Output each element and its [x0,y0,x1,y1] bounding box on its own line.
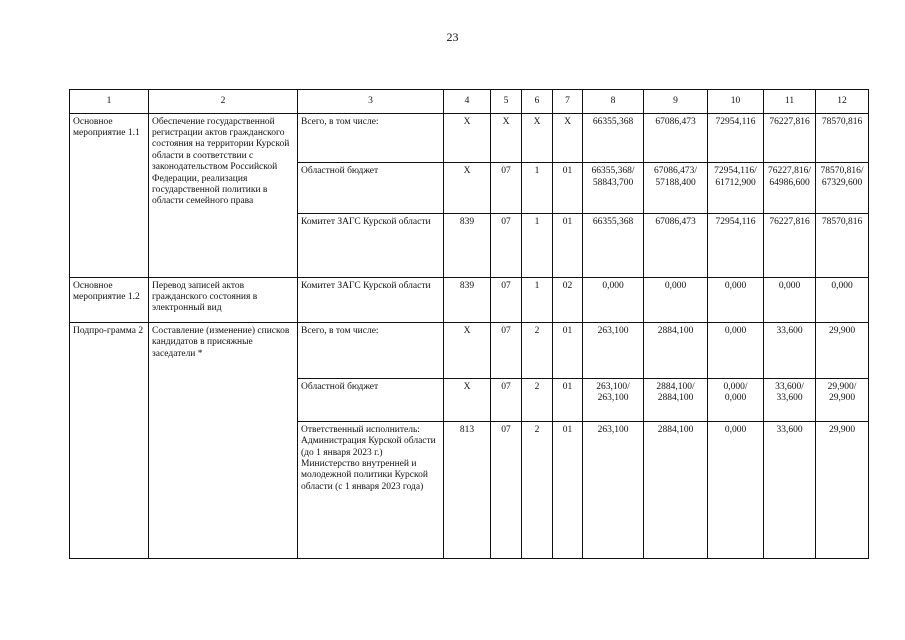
value-line: 76227,816/ [767,166,811,177]
value-cell [708,277,764,322]
value-line: 263,100 [597,424,629,435]
value-line: 2884,100 [657,424,694,435]
value-line: 263,100 [597,392,629,403]
col5-cell: Х [491,113,522,162]
col6-cell: Х [522,113,553,162]
value-cell [764,163,816,214]
col4-cell: Х [444,163,491,214]
col6-cell: 2 [522,421,553,558]
value-cell [644,277,708,322]
col4-cell: Х [444,322,491,378]
header-cell: 5 [491,90,522,114]
value-cell [816,163,869,214]
value-cell [583,277,644,322]
activity-code: Основное мероприятие 1.2 [70,277,149,322]
value-line: 72954,116 [715,116,756,127]
value-line: 33,600 [776,392,803,403]
col5-cell: 07 [491,213,522,277]
value-line: 67086,473 [655,116,696,127]
value-cell [583,421,644,558]
value-line: 66355,368 [592,216,634,227]
value-line: 66355,368/ [591,166,635,177]
col4-cell: 813 [444,421,491,558]
value-cell [708,421,764,558]
value-line: 0,000 [778,280,801,291]
col4-cell: 839 [444,277,491,322]
value-line: 67329,600 [821,177,863,188]
col4-cell: Х [444,378,491,421]
header-cell: 11 [764,90,816,114]
activity-name: Обеспечение государственной регистрации актов гражданского состояния на территории Курской области в соответствии с законодательством Российской Федерации, реализация государственной политики в области семейного права [149,113,298,277]
budget-table [69,89,869,559]
value-line: 64986,600 [769,177,810,188]
value-line: 29,900/ [827,381,857,392]
value-cell [644,421,708,558]
value-line: 33,600 [776,325,803,336]
col6-cell: 2 [522,378,553,421]
value-cell [764,378,816,421]
value-cell [816,113,869,162]
executor-cell: Всего, в том числе: [298,113,444,162]
value-line: 67086,473/ [653,166,697,177]
value-line: 58843,700 [592,177,634,188]
executor-cell: Областной бюджет [298,163,444,214]
value-cell [764,277,816,322]
activity-code: Подпро-грамма 2 [70,322,149,558]
col6-cell: 2 [522,322,553,378]
value-line: 263,100/ [596,381,630,392]
col7-cell: 01 [553,421,583,558]
header-cell: 6 [522,90,553,114]
value-line: 0,000 [724,280,747,291]
value-cell [816,421,869,558]
value-line: 29,900 [828,424,856,435]
value-line: 29,900 [828,392,856,403]
header-cell: 2 [149,90,298,114]
activity-code: Основное мероприятие 1.1 [70,113,149,277]
value-line: 61712,900 [715,177,756,188]
table-row [70,277,869,322]
executor-cell: Областной бюджет [298,378,444,421]
value-line: 33,600/ [775,381,804,392]
col7-cell: 01 [553,213,583,277]
header-cell: 4 [444,90,491,114]
col7-cell: 02 [553,277,583,322]
col7-cell: 01 [553,378,583,421]
header-cell: 1 [70,90,149,114]
activity-name: Перевод записей актов гражданского состояния в электронный вид [149,277,298,322]
col6-cell: 1 [522,277,553,322]
value-line: 78570,816 [821,116,863,127]
col5-cell: 07 [491,277,522,322]
value-line: 76227,816 [769,116,810,127]
value-line: 33,600 [776,424,803,435]
value-line: 72954,116 [715,216,756,227]
value-cell [583,378,644,421]
col5-cell: 07 [491,421,522,558]
value-line: 78570,816 [821,216,863,227]
header-cell: 3 [298,90,444,114]
value-line: 66355,368 [592,116,634,127]
value-line: 0,000 [724,325,747,336]
col5-cell: 07 [491,322,522,378]
value-cell [816,378,869,421]
executor-cell: Комитет ЗАГС Курской области [298,277,444,322]
value-cell [764,421,816,558]
value-cell [708,113,764,162]
col6-cell: 1 [522,163,553,214]
value-cell [644,213,708,277]
value-line: 29,900 [828,325,856,336]
executor-cell: Всего, в том числе: [298,322,444,378]
value-line: 78570,816/ [820,166,864,177]
value-line: 67086,473 [655,216,696,227]
value-line: 0,000 [724,424,747,435]
value-line: 0,000 [724,392,747,403]
value-cell [708,378,764,421]
header-cell: 8 [583,90,644,114]
col7-cell: 01 [553,163,583,214]
value-cell [644,113,708,162]
value-cell [644,378,708,421]
value-cell [583,213,644,277]
value-cell [764,113,816,162]
header-cell: 12 [816,90,869,114]
col4-cell: Х [444,113,491,162]
value-line: 2884,100 [657,325,694,336]
executor-cell: Комитет ЗАГС Курской области [298,213,444,277]
value-line: 0,000 [831,280,853,291]
header-cell: 9 [644,90,708,114]
col6-cell: 1 [522,213,553,277]
executor-cell: Ответственный исполнитель: Администрация Курской области (до 1 января 2023 г.) Министерство внутренней и молодежной политики Курской области (с 1 января 2023 года) [298,421,444,558]
value-line: 2884,100 [657,392,694,403]
value-cell [583,113,644,162]
value-line: 263,100 [597,325,629,336]
value-cell [708,213,764,277]
value-line: 76227,816 [769,216,810,227]
value-cell [644,163,708,214]
table-row [70,113,869,162]
header-cell: 7 [553,90,583,114]
value-line: 0,000/ [723,381,748,392]
value-cell [764,213,816,277]
activity-name: Составление (изменение) списков кандидатов в присяжные заседатели * [149,322,298,558]
value-cell [816,213,869,277]
value-cell [583,322,644,378]
value-cell [816,277,869,322]
col5-cell: 07 [491,163,522,214]
value-cell [708,163,764,214]
col7-cell: 01 [553,322,583,378]
value-line: 0,000 [602,280,624,291]
value-line: 72954,116/ [714,166,757,177]
header-cell: 10 [708,90,764,114]
header-row [70,90,869,114]
value-line: 0,000 [664,280,687,291]
col5-cell: 07 [491,378,522,421]
table-row [70,322,869,378]
col7-cell: Х [553,113,583,162]
value-cell [583,163,644,214]
page-number: 23 [446,30,459,44]
value-cell [644,322,708,378]
col4-cell: 839 [444,213,491,277]
value-cell [708,322,764,378]
value-line: 2884,100/ [656,381,695,392]
value-cell [816,322,869,378]
value-line: 57188,400 [655,177,696,188]
value-cell [764,322,816,378]
